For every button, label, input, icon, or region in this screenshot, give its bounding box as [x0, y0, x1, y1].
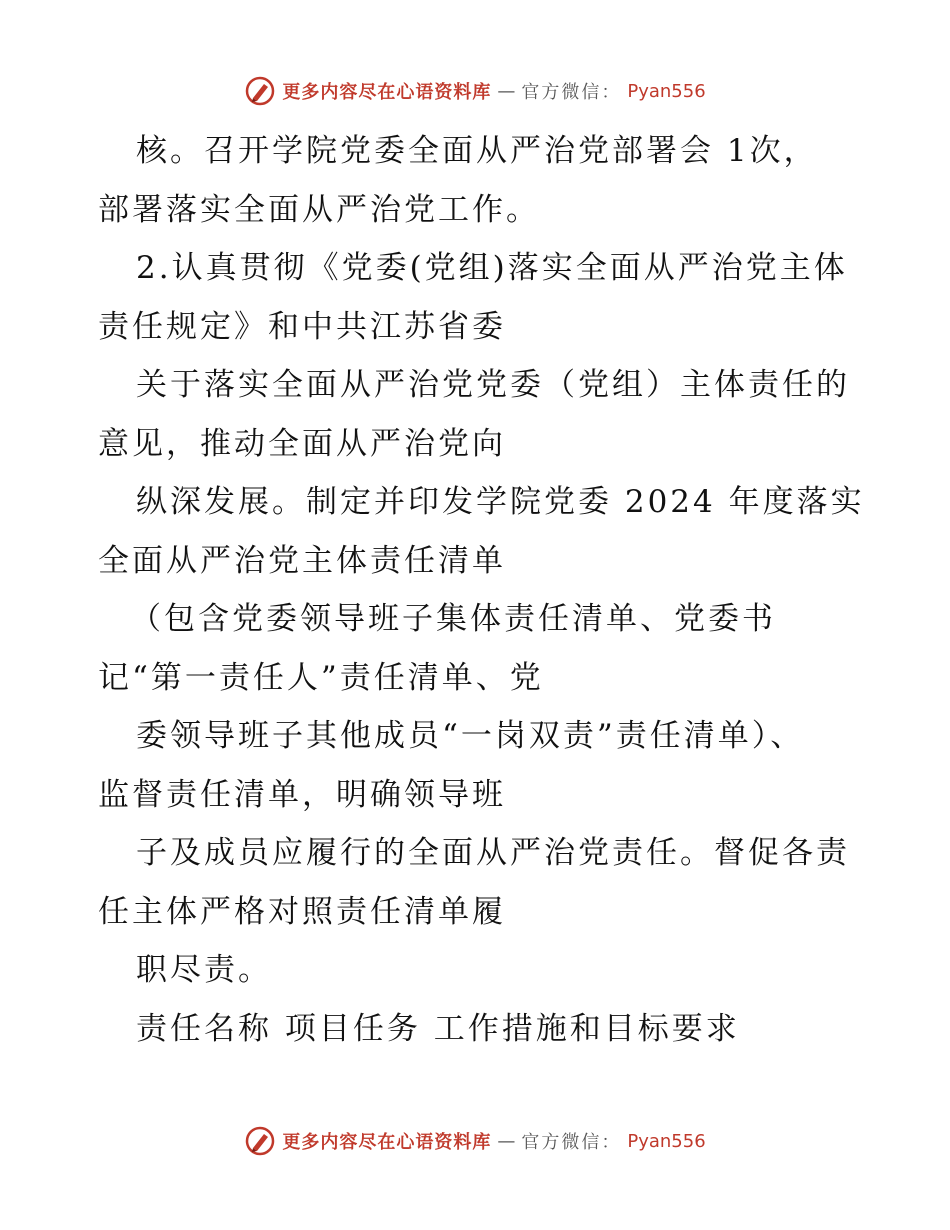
- pen-logo-icon: [244, 75, 276, 107]
- body-line: 2.认真贯彻《党委(党组)落实全面从严治党主体: [136, 250, 848, 286]
- header-watermark-banner: [0, 71, 950, 111]
- body-line: 监督责任清单，明确领导班: [98, 776, 506, 813]
- banner-wechat-id: Pyan556: [627, 1130, 706, 1152]
- body-line: 子及成员应履行的全面从严治党责任。督促各责: [136, 835, 850, 871]
- banner-wechat-id: Pyan556: [627, 80, 706, 102]
- banner-label: 官方微信：: [521, 82, 622, 103]
- banner-separator: —: [497, 80, 516, 102]
- pen-logo-icon: [244, 1125, 276, 1157]
- body-line: 部署落实全面从严治党工作。: [98, 191, 540, 228]
- body-line: 全面从严治党主体责任清单: [98, 542, 506, 579]
- document-body: [98, 122, 868, 1058]
- banner-label: 官方微信：: [521, 1132, 622, 1153]
- body-line: 关于落实全面从严治党党委（党组）主体责任的: [136, 367, 850, 403]
- body-line: 委领导班子其他成员“一岗双责”责任清单）、: [136, 718, 805, 754]
- body-line: （包含党委领导班子集体责任清单、党委书: [130, 601, 776, 637]
- body-line: 意见，推动全面从严治党向: [98, 425, 506, 462]
- body-line: 纵深发展。制定并印发学院党委 2024 年度落实: [136, 484, 865, 520]
- body-line: 职尽责。: [136, 952, 272, 988]
- banner-main-text: 更多内容尽在心语资料库: [282, 82, 492, 103]
- banner-separator: —: [497, 1130, 516, 1152]
- banner-main-text: 更多内容尽在心语资料库: [282, 1132, 492, 1153]
- body-line: 任主体严格对照责任清单履: [98, 893, 506, 930]
- body-line: 核。召开学院党委全面从严治党部署会 1次，: [136, 133, 818, 169]
- body-line: 责任规定》和中共江苏省委: [98, 308, 506, 345]
- body-line: 记“第一责任人”责任清单、党: [98, 659, 544, 696]
- body-line: 责任名称 项目任务 工作措施和目标要求: [136, 1010, 740, 1047]
- footer-watermark-banner: [0, 1121, 950, 1161]
